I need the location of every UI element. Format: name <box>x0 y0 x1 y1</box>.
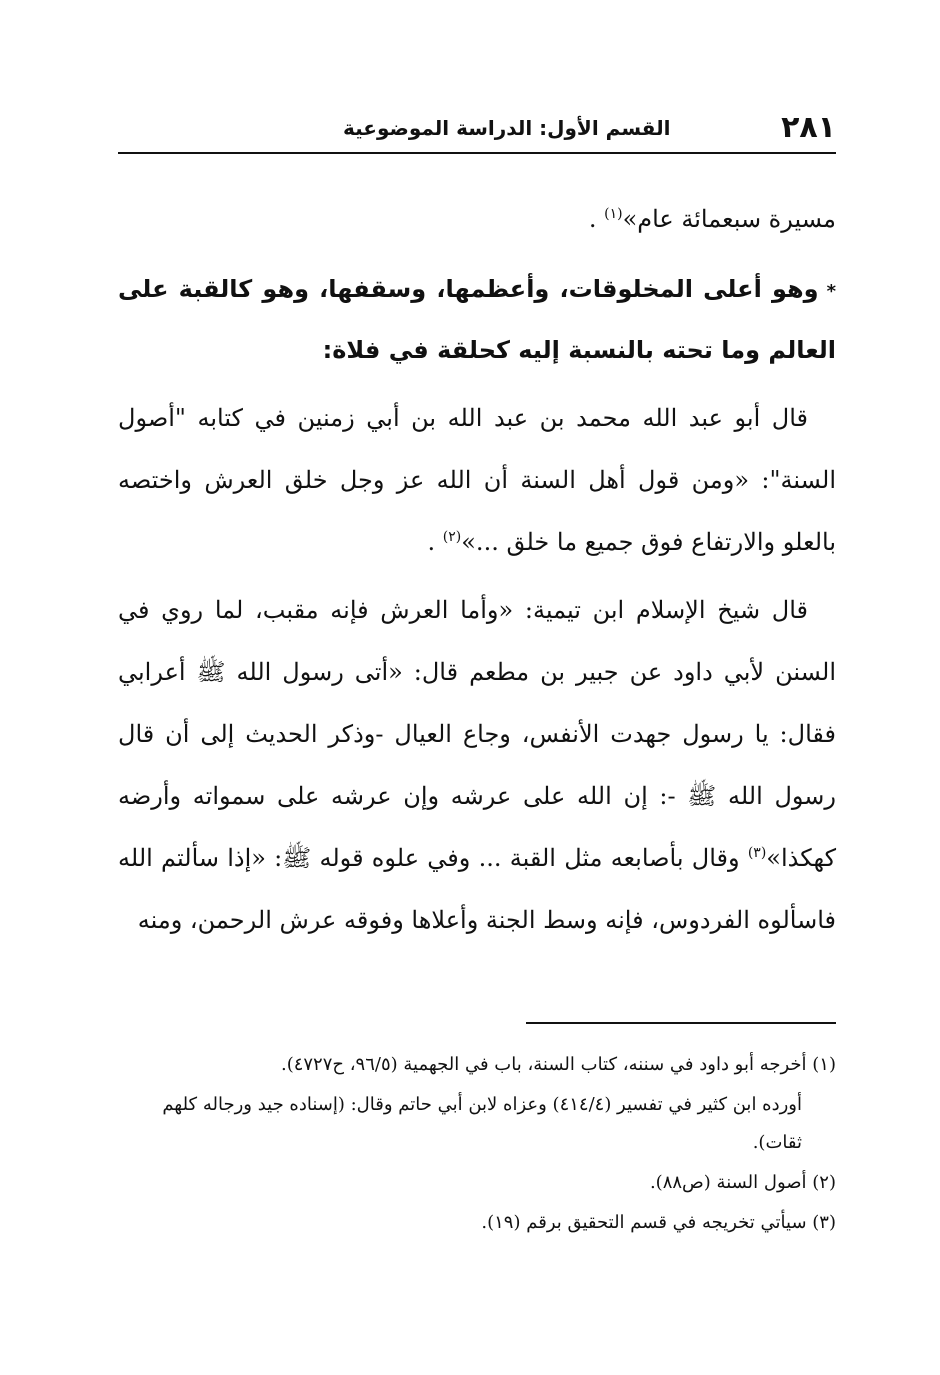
section-heading <box>118 260 836 379</box>
continuation-end: . <box>588 205 605 233</box>
paragraph-ibn-taymiyya <box>118 579 836 951</box>
paragraph-continuation <box>118 188 836 250</box>
footnote-separator <box>526 1022 836 1024</box>
paragraph-text-b: وقال بأصابعه مثل القبة ... وفي علوه قوله ﷺ: «إذا سألتم الله فاسألوه الفردوس، فإنه وسط الجنة وأعلاها وفوقه عرش الرحمن، ومنه <box>118 844 836 934</box>
footnote-3: (٣) سيأتي تخريجه في قسم التحقيق برقم (١٩). <box>481 1212 836 1233</box>
paragraph-text-a: قال شيخ الإسلام ابن تيمية: «وأما العرش فإنه مقبب، لما روي في السنن لأبي داود عن جبير بن مطعم قال: «أتى رسول الله ﷺ أعرابي فقال: يا رسول جهدت الأنفس، وجاع العيال -وذكر الحديث إلى أن قال رسول الله ﷺ -: إن الله على عرشه وإن عرشه على سمواته وأرضه كهكذا» <box>118 596 837 872</box>
asterisk-marker: * <box>826 281 836 302</box>
page-number: ٢٨١ <box>781 110 836 145</box>
footnote-ref-1: (١) <box>604 206 623 222</box>
paragraph-text: قال أبو عبد الله محمد بن عبد الله بن أبي زمنين في كتابه "أصول السنة": «ومن قول أهل السنة أن الله عز وجل خلق العرش واختصه بالعلو والارتفاع فوق جميع ما خلق ...» <box>118 404 836 556</box>
footnote-ref-3: (٣) <box>747 845 767 861</box>
page-header <box>118 108 836 154</box>
footnote-1: (١) أخرجه أبو داود في سننه، كتاب السنة، باب في الجهمية (٩٦/٥، ح٤٧٢٧). <box>280 1054 836 1075</box>
footnote-2: (٢) أصول السنة (ص٨٨). <box>649 1172 836 1193</box>
running-title: القسم الأول: الدراسة الموضوعية <box>343 116 671 140</box>
continuation-text: مسيرة سبعمائة عام» <box>622 205 836 233</box>
paragraph-end: . <box>427 528 443 556</box>
heading-text: وهو أعلى المخلوقات، وأعظمها، وسقفها، وهو كالقبة على العالم وما تحته بالنسبة إليه كحلقة في فلاة: <box>118 275 836 364</box>
main-text <box>118 188 836 957</box>
footnote-ref-2: (٢) <box>442 529 462 545</box>
footnote-1-continuation: أورده ابن كثير في تفسير (٤١٤/٤) وعزاه لابن أبي حاتم وقال: (إسناده جيد ورجاله كلهم ثقات). <box>162 1094 802 1153</box>
footnotes <box>118 1046 836 1244</box>
paragraph-ibn-abi-zamanin <box>118 387 836 573</box>
